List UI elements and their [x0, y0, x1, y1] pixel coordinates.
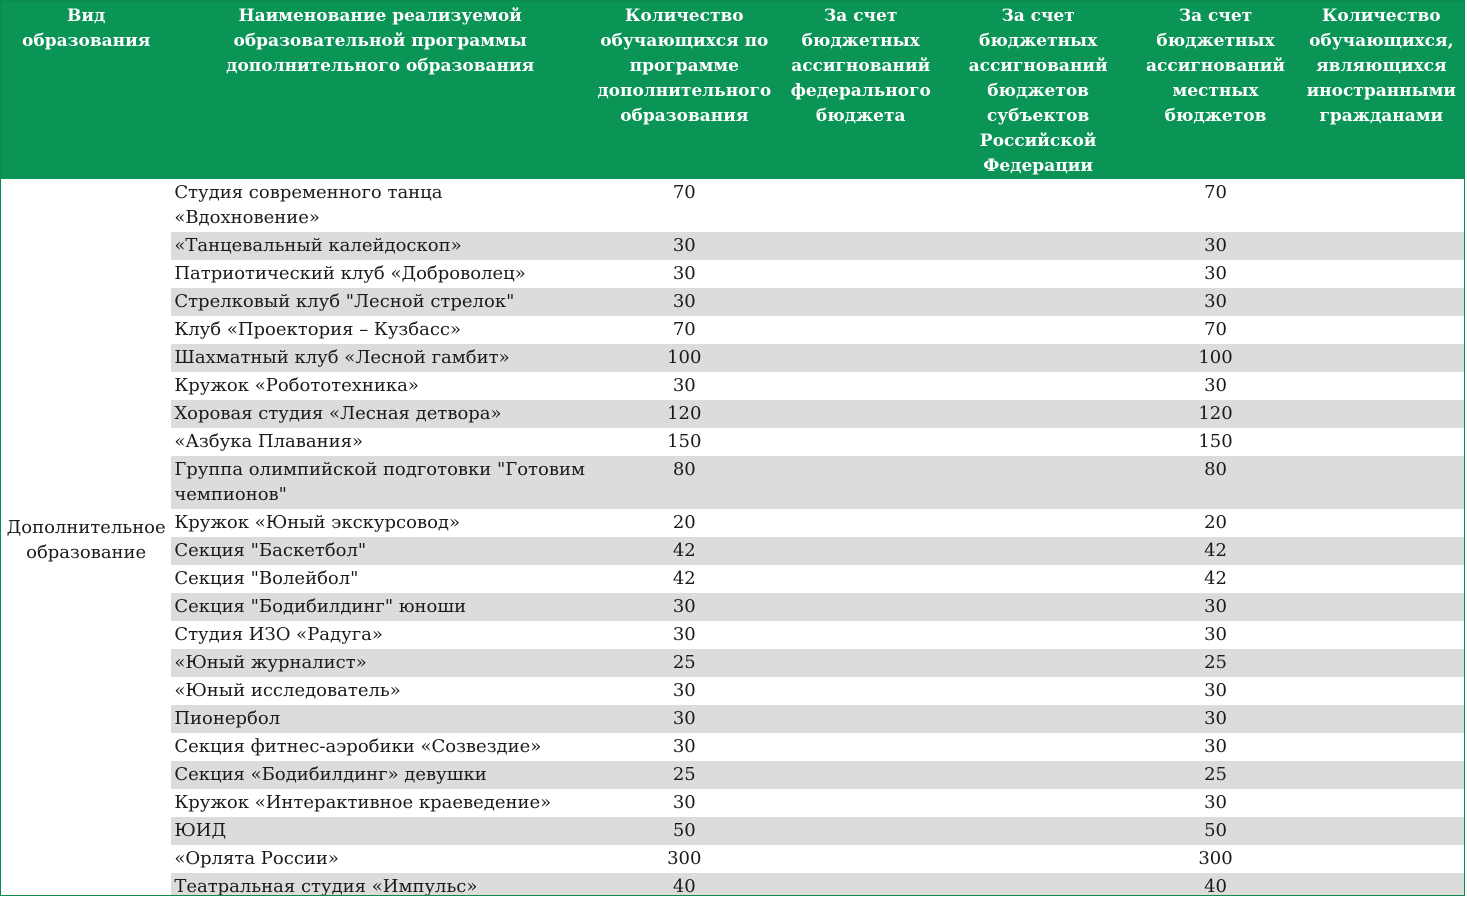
regional-budget-cell — [942, 789, 1135, 817]
local-budget-cell: 25 — [1134, 761, 1296, 789]
local-budget-cell: 25 — [1134, 649, 1296, 677]
federal-budget-cell — [780, 509, 942, 537]
program-name-cell: Секция "Баскетбол" — [171, 537, 589, 565]
program-name-cell: ЮИД — [171, 817, 589, 845]
students-count-cell: 150 — [667, 431, 702, 452]
students-count-cell: 30 — [672, 263, 696, 284]
regional-budget-cell — [942, 733, 1135, 761]
regional-budget-cell — [942, 761, 1135, 789]
local-budget-cell: 30 — [1204, 680, 1227, 701]
students-count-cell: 120 — [589, 400, 780, 428]
local-budget-cell: 30 — [1204, 375, 1227, 396]
header-regional: За счет бюджетных ассигнований бюджетов субъектов Российской Федерации — [942, 1, 1135, 179]
foreign-students-cell — [1297, 428, 1465, 456]
header-foreign: Количество обучающихся, являющихся иностранными гражданами — [1297, 1, 1465, 179]
local-budget-cell: 70 — [1204, 319, 1227, 340]
students-count-cell: 70 — [672, 319, 696, 340]
program-name-cell: Клуб «Проектория – Кузбасс» — [174, 319, 461, 340]
foreign-students-cell — [1297, 649, 1465, 677]
foreign-students-cell — [1297, 677, 1465, 705]
foreign-students-cell — [1297, 593, 1465, 621]
table-row — [1, 344, 1465, 372]
table-row — [1, 179, 1465, 232]
students-count-cell: 40 — [589, 873, 780, 896]
federal-budget-cell — [780, 705, 942, 733]
federal-budget-cell — [780, 456, 942, 509]
table-row — [1, 428, 1465, 456]
table-row — [1, 761, 1465, 789]
federal-budget-cell — [780, 537, 942, 565]
table-row — [1, 232, 1465, 260]
table-row — [1, 537, 1465, 565]
regional-budget-cell — [942, 621, 1135, 649]
local-budget-cell: 300 — [1198, 848, 1233, 869]
header-program: Наименование реализуемой образовательной программы дополнительного образования — [171, 1, 589, 179]
federal-budget-cell — [780, 761, 942, 789]
students-count-cell: 25 — [589, 649, 780, 677]
federal-budget-cell — [780, 400, 942, 428]
program-name-cell: Кружок «Юный экскурсовод» — [174, 512, 461, 533]
federal-budget-cell — [780, 621, 942, 649]
students-count-cell: 80 — [589, 456, 780, 509]
regional-budget-cell — [942, 873, 1135, 896]
regional-budget-cell — [942, 344, 1135, 372]
students-count-cell: 50 — [589, 817, 780, 845]
education-kind-cell: Дополнительное образование — [1, 179, 171, 896]
foreign-students-cell — [1297, 400, 1465, 428]
federal-budget-cell — [780, 733, 942, 761]
table-row — [1, 372, 1465, 400]
regional-budget-cell — [942, 593, 1135, 621]
table-row — [1, 789, 1465, 817]
local-budget-cell: 30 — [1204, 624, 1227, 645]
table-row — [1, 845, 1465, 873]
program-name-cell: Кружок «Робототехника» — [174, 375, 419, 396]
regional-budget-cell — [942, 705, 1135, 733]
local-budget-cell: 30 — [1204, 736, 1227, 757]
local-budget-cell: 70 — [1204, 182, 1227, 203]
students-count-cell: 30 — [589, 232, 780, 260]
students-count-cell: 30 — [589, 593, 780, 621]
local-budget-cell: 30 — [1134, 593, 1296, 621]
program-name-cell: Театральная студия «Импульс» — [171, 873, 589, 896]
students-count-cell: 20 — [672, 512, 696, 533]
local-budget-cell: 20 — [1204, 512, 1227, 533]
header-students: Количество обучающихся по программе дополнительного образования — [589, 1, 780, 179]
foreign-students-cell — [1297, 344, 1465, 372]
local-budget-cell: 30 — [1134, 232, 1296, 260]
regional-budget-cell — [942, 509, 1135, 537]
program-name-cell: Секция "Волейбол" — [174, 568, 359, 589]
students-count-cell: 25 — [589, 761, 780, 789]
federal-budget-cell — [780, 873, 942, 896]
federal-budget-cell — [780, 316, 942, 344]
regional-budget-cell — [942, 537, 1135, 565]
students-count-cell: 30 — [672, 792, 696, 813]
program-name-cell: «Танцевальный калейдоскоп» — [171, 232, 589, 260]
foreign-students-cell — [1297, 761, 1465, 789]
regional-budget-cell — [942, 179, 1135, 232]
table-row — [1, 316, 1465, 344]
table-row — [1, 873, 1465, 896]
foreign-students-cell — [1297, 288, 1465, 316]
programs-table — [1, 1, 1465, 896]
students-count-cell: 30 — [672, 375, 696, 396]
foreign-students-cell — [1297, 509, 1465, 537]
federal-budget-cell — [780, 232, 942, 260]
foreign-students-cell — [1297, 873, 1465, 896]
students-count-cell: 100 — [589, 344, 780, 372]
foreign-students-cell — [1297, 733, 1465, 761]
students-count-cell: 70 — [672, 182, 696, 203]
federal-budget-cell — [780, 260, 942, 288]
federal-budget-cell — [780, 179, 942, 232]
foreign-students-cell — [1297, 456, 1465, 509]
federal-budget-cell — [780, 288, 942, 316]
table-row — [1, 677, 1465, 705]
foreign-students-cell — [1297, 621, 1465, 649]
foreign-students-cell — [1297, 705, 1465, 733]
foreign-students-cell — [1297, 232, 1465, 260]
table-row — [1, 733, 1465, 761]
program-name-cell: Секция «Бодибилдинг» девушки — [171, 761, 589, 789]
table-row — [1, 593, 1465, 621]
regional-budget-cell — [942, 400, 1135, 428]
students-count-cell: 30 — [589, 705, 780, 733]
table-row — [1, 817, 1465, 845]
federal-budget-cell — [780, 428, 942, 456]
federal-budget-cell — [780, 649, 942, 677]
table-row — [1, 509, 1465, 537]
program-name-cell: Хоровая студия «Лесная детвора» — [171, 400, 589, 428]
regional-budget-cell — [942, 232, 1135, 260]
students-count-cell: 42 — [672, 568, 696, 589]
federal-budget-cell — [780, 789, 942, 817]
students-count-cell: 30 — [589, 288, 780, 316]
local-budget-cell: 150 — [1198, 431, 1233, 452]
local-budget-cell: 80 — [1134, 456, 1296, 509]
regional-budget-cell — [942, 260, 1135, 288]
students-count-cell: 30 — [672, 680, 696, 701]
local-budget-cell: 30 — [1204, 792, 1227, 813]
program-name-cell: «Юный исследователь» — [174, 680, 401, 701]
program-name-cell: Патриотический клуб «Доброволец» — [174, 263, 526, 284]
table-row — [1, 565, 1465, 593]
students-count-cell: 300 — [667, 848, 702, 869]
program-name-cell: Студия современного танца «Вдохновение» — [174, 182, 443, 228]
program-name-cell: «Орлята России» — [174, 848, 339, 869]
local-budget-cell: 120 — [1134, 400, 1296, 428]
program-name-cell: Студия ИЗО «Радуга» — [174, 624, 383, 645]
federal-budget-cell — [780, 677, 942, 705]
regional-budget-cell — [942, 817, 1135, 845]
federal-budget-cell — [780, 593, 942, 621]
table-row — [1, 260, 1465, 288]
program-name-cell: Шахматный клуб «Лесной гамбит» — [171, 344, 589, 372]
regional-budget-cell — [942, 845, 1135, 873]
program-name-cell: Секция фитнес-аэробики «Созвездие» — [174, 736, 542, 757]
program-name-cell: Пионербол — [171, 705, 589, 733]
table-row — [1, 621, 1465, 649]
federal-budget-cell — [780, 372, 942, 400]
federal-budget-cell — [780, 344, 942, 372]
local-budget-cell: 30 — [1134, 288, 1296, 316]
table-row — [1, 456, 1465, 509]
local-budget-cell: 100 — [1134, 344, 1296, 372]
federal-budget-cell — [780, 845, 942, 873]
regional-budget-cell — [942, 316, 1135, 344]
header-row — [1, 1, 1465, 179]
program-name-cell: Стрелковый клуб "Лесной стрелок" — [171, 288, 589, 316]
students-count-cell: 42 — [589, 537, 780, 565]
federal-budget-cell — [780, 817, 942, 845]
regional-budget-cell — [942, 456, 1135, 509]
table-row — [1, 400, 1465, 428]
regional-budget-cell — [942, 677, 1135, 705]
table-row — [1, 705, 1465, 733]
header-kind: Вид образования — [1, 1, 171, 179]
program-name-cell: Группа олимпийской подготовки "Готовим чемпионов" — [171, 456, 589, 509]
federal-budget-cell — [780, 565, 942, 593]
regional-budget-cell — [942, 565, 1135, 593]
header-federal: За счет бюджетных ассигнований федерального бюджета — [780, 1, 942, 179]
foreign-students-cell — [1297, 372, 1465, 400]
program-name-cell: «Азбука Плавания» — [174, 431, 363, 452]
foreign-students-cell — [1297, 565, 1465, 593]
regional-budget-cell — [942, 288, 1135, 316]
regional-budget-cell — [942, 649, 1135, 677]
foreign-students-cell — [1297, 537, 1465, 565]
regional-budget-cell — [942, 428, 1135, 456]
local-budget-cell: 30 — [1204, 263, 1227, 284]
local-budget-cell: 42 — [1204, 568, 1227, 589]
program-name-cell: «Юный журналист» — [171, 649, 589, 677]
foreign-students-cell — [1297, 789, 1465, 817]
regional-budget-cell — [942, 372, 1135, 400]
local-budget-cell: 50 — [1134, 817, 1296, 845]
local-budget-cell: 42 — [1134, 537, 1296, 565]
local-budget-cell: 40 — [1134, 873, 1296, 896]
students-count-cell: 30 — [672, 736, 696, 757]
table-row — [1, 288, 1465, 316]
foreign-students-cell — [1297, 316, 1465, 344]
program-name-cell: Кружок «Интерактивное краеведение» — [174, 792, 552, 813]
program-name-cell: Секция "Бодибилдинг" юноши — [171, 593, 589, 621]
foreign-students-cell — [1297, 260, 1465, 288]
table-body — [1, 179, 1465, 896]
foreign-students-cell — [1297, 845, 1465, 873]
foreign-students-cell — [1297, 817, 1465, 845]
header-local: За счет бюджетных ассигнований местных бюджетов — [1134, 1, 1296, 179]
table-row — [1, 649, 1465, 677]
students-count-cell: 30 — [672, 624, 696, 645]
local-budget-cell: 30 — [1134, 705, 1296, 733]
foreign-students-cell — [1297, 179, 1465, 232]
